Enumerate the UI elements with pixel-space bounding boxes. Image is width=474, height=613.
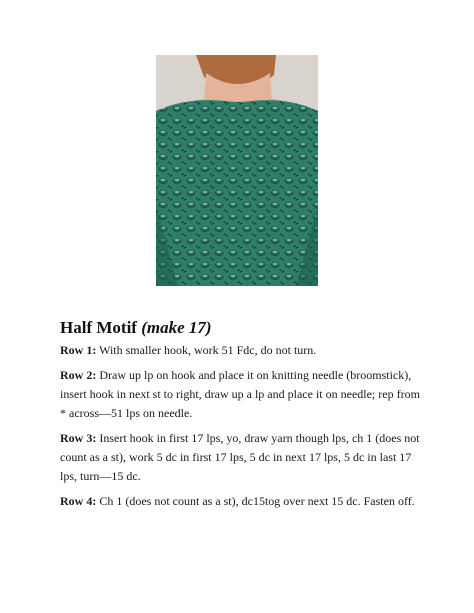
row-text: Ch 1 (does not count as a st), dc15tog over next 15 dc. Fasten off. [96, 494, 415, 508]
row-label: Row 2: [60, 368, 97, 382]
row-label: Row 4: [60, 494, 97, 508]
instruction-row-2 [60, 366, 422, 423]
row-text: Insert hook in first 17 lps, yo, draw yarn though lps, ch 1 (does not count as a st), work 5 dc in first 17 lps, 5 dc in next 17 lps, 5 dc in last 17 lps, turn—15 dc. [60, 431, 420, 483]
instruction-row-3 [60, 429, 422, 486]
row-label: Row 3: [60, 431, 97, 445]
heading-aside: (make 17) [141, 318, 212, 337]
instruction-row-4 [60, 492, 422, 511]
section-heading [60, 318, 422, 338]
heading-title: Half Motif [60, 318, 137, 337]
row-text: Draw up lp on hook and place it on knitting needle (broomstick), insert hook in next st to right, draw up a lp and place it on needle; rep from * across—51 lps on needle. [60, 368, 420, 420]
shawl-photo [156, 55, 318, 286]
pattern-instructions [60, 318, 422, 517]
row-text: With smaller hook, work 51 Fdc, do not turn. [96, 343, 317, 357]
row-label: Row 1: [60, 343, 97, 357]
instruction-row-1 [60, 341, 422, 360]
